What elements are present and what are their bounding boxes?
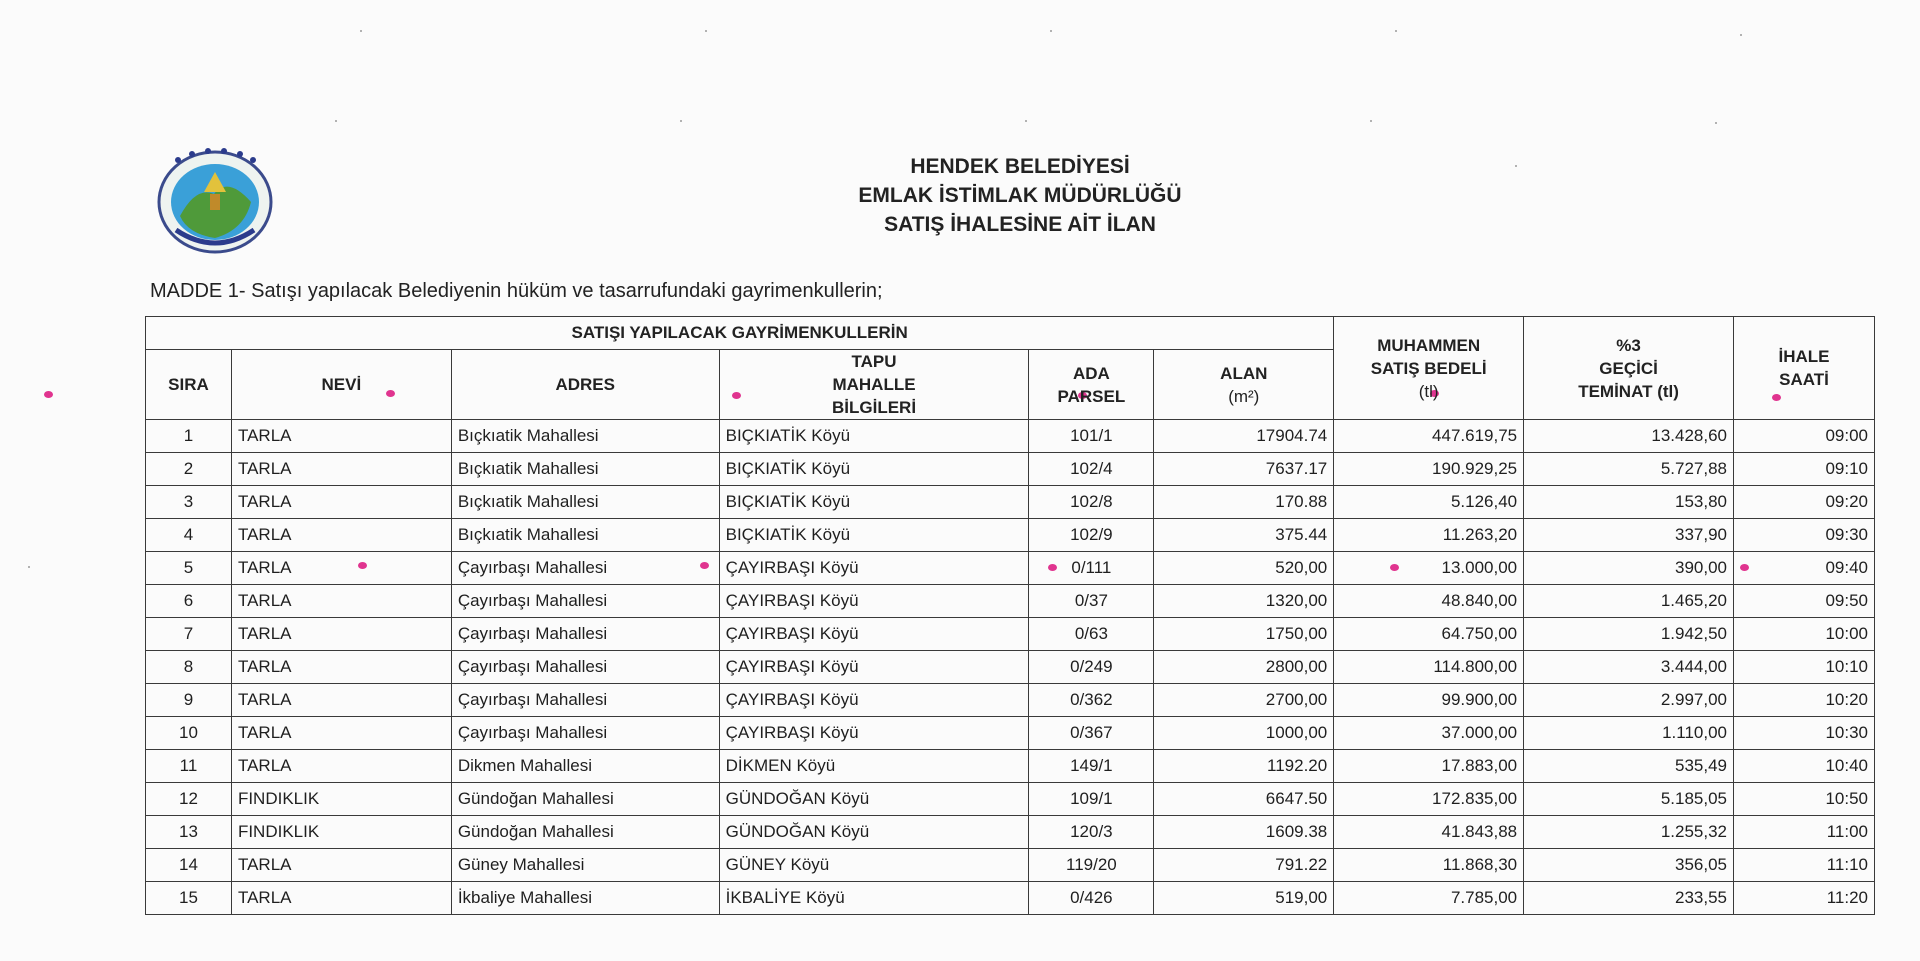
col-alan: ALAN (m²) bbox=[1154, 350, 1334, 420]
cell-nevi: TARLA bbox=[231, 882, 451, 915]
cell-alan: 791.22 bbox=[1154, 849, 1334, 882]
cell-nevi: TARLA bbox=[231, 684, 451, 717]
cell-nevi: TARLA bbox=[231, 552, 451, 585]
cell-adres: Dikmen Mahallesi bbox=[451, 750, 719, 783]
col-teminat: %3 GEÇİCİ TEMİNAT (tl) bbox=[1524, 317, 1734, 420]
table-row bbox=[146, 552, 1875, 585]
cell-ada-parsel: 0/63 bbox=[1029, 618, 1154, 651]
cell-adres: Çayırbaşı Mahallesi bbox=[451, 618, 719, 651]
cell-tapu: ÇAYIRBAŞI Köyü bbox=[719, 585, 1029, 618]
cell-ada-parsel: 0/249 bbox=[1029, 651, 1154, 684]
municipality-logo bbox=[156, 146, 274, 254]
table-row bbox=[146, 618, 1875, 651]
col-muhammen: MUHAMMEN SATIŞ BEDELİ (tl) bbox=[1334, 317, 1524, 420]
scan-speck bbox=[1515, 165, 1517, 167]
cell-sira: 14 bbox=[146, 849, 232, 882]
cell-alan: 1192.20 bbox=[1154, 750, 1334, 783]
cell-saat: 11:20 bbox=[1734, 882, 1875, 915]
cell-sira: 6 bbox=[146, 585, 232, 618]
cell-bedel: 41.843,88 bbox=[1334, 816, 1524, 849]
cell-alan: 1320,00 bbox=[1154, 585, 1334, 618]
cell-bedel: 190.929,25 bbox=[1334, 453, 1524, 486]
cell-saat: 10:00 bbox=[1734, 618, 1875, 651]
cell-saat: 09:50 bbox=[1734, 585, 1875, 618]
cell-ada-parsel: 0/111 bbox=[1029, 552, 1154, 585]
cell-sira: 10 bbox=[146, 717, 232, 750]
cell-saat: 11:00 bbox=[1734, 816, 1875, 849]
cell-sira: 13 bbox=[146, 816, 232, 849]
cell-nevi: FINDIKLIK bbox=[231, 816, 451, 849]
cell-saat: 09:40 bbox=[1734, 552, 1875, 585]
cell-adres: Güney Mahallesi bbox=[451, 849, 719, 882]
scan-speck bbox=[680, 120, 682, 122]
table-row bbox=[146, 882, 1875, 915]
cell-alan: 519,00 bbox=[1154, 882, 1334, 915]
table-row bbox=[146, 585, 1875, 618]
cell-ada-parsel: 101/1 bbox=[1029, 420, 1154, 453]
cell-bedel: 7.785,00 bbox=[1334, 882, 1524, 915]
cell-saat: 10:40 bbox=[1734, 750, 1875, 783]
cell-ada-parsel: 0/367 bbox=[1029, 717, 1154, 750]
scan-speck bbox=[1395, 30, 1397, 32]
cell-bedel: 11.868,30 bbox=[1334, 849, 1524, 882]
col-nevi: NEVİ bbox=[231, 350, 451, 420]
scan-speck bbox=[28, 566, 30, 568]
cell-saat: 10:10 bbox=[1734, 651, 1875, 684]
table-row bbox=[146, 651, 1875, 684]
cell-teminat: 13.428,60 bbox=[1524, 420, 1734, 453]
cell-nevi: TARLA bbox=[231, 486, 451, 519]
cell-ada-parsel: 0/37 bbox=[1029, 585, 1154, 618]
cell-ada-parsel: 120/3 bbox=[1029, 816, 1154, 849]
scan-speck bbox=[1050, 30, 1052, 32]
cell-nevi: TARLA bbox=[231, 585, 451, 618]
table-row bbox=[146, 750, 1875, 783]
intro-text: MADDE 1- Satışı yapılacak Belediyenin hüküm ve tasarrufundaki gayrimenkullerin; bbox=[150, 280, 883, 302]
col-adres: ADRES bbox=[451, 350, 719, 420]
cell-teminat: 1.465,20 bbox=[1524, 585, 1734, 618]
cell-teminat: 356,05 bbox=[1524, 849, 1734, 882]
cell-teminat: 2.997,00 bbox=[1524, 684, 1734, 717]
cell-bedel: 17.883,00 bbox=[1334, 750, 1524, 783]
col-ihale-saati: İHALE SAATİ bbox=[1734, 317, 1875, 420]
cell-tapu: BIÇKIATİK Köyü bbox=[719, 420, 1029, 453]
cell-alan: 17904.74 bbox=[1154, 420, 1334, 453]
scan-speck bbox=[1740, 34, 1742, 36]
cell-ada-parsel: 119/20 bbox=[1029, 849, 1154, 882]
cell-sira: 8 bbox=[146, 651, 232, 684]
cell-bedel: 447.619,75 bbox=[1334, 420, 1524, 453]
cell-alan: 2800,00 bbox=[1154, 651, 1334, 684]
cell-teminat: 1.110,00 bbox=[1524, 717, 1734, 750]
table-row bbox=[146, 717, 1875, 750]
cell-bedel: 172.835,00 bbox=[1334, 783, 1524, 816]
cell-sira: 11 bbox=[146, 750, 232, 783]
cell-ada-parsel: 0/362 bbox=[1029, 684, 1154, 717]
table-row bbox=[146, 519, 1875, 552]
cell-ada-parsel: 149/1 bbox=[1029, 750, 1154, 783]
cell-nevi: FINDIKLIK bbox=[231, 783, 451, 816]
cell-tapu: DİKMEN Köyü bbox=[719, 750, 1029, 783]
cell-sira: 3 bbox=[146, 486, 232, 519]
cell-nevi: TARLA bbox=[231, 750, 451, 783]
table-row bbox=[146, 816, 1875, 849]
cell-bedel: 37.000,00 bbox=[1334, 717, 1524, 750]
cell-tapu: ÇAYIRBAŞI Köyü bbox=[719, 684, 1029, 717]
cell-adres: İkbaliye Mahallesi bbox=[451, 882, 719, 915]
cell-tapu: BIÇKIATİK Köyü bbox=[719, 453, 1029, 486]
table-row bbox=[146, 783, 1875, 816]
cell-ada-parsel: 102/4 bbox=[1029, 453, 1154, 486]
cell-nevi: TARLA bbox=[231, 453, 451, 486]
cell-teminat: 1.942,50 bbox=[1524, 618, 1734, 651]
cell-tapu: İKBALİYE Köyü bbox=[719, 882, 1029, 915]
cell-sira: 7 bbox=[146, 618, 232, 651]
cell-saat: 11:10 bbox=[1734, 849, 1875, 882]
cell-sira: 12 bbox=[146, 783, 232, 816]
cell-saat: 09:10 bbox=[1734, 453, 1875, 486]
cell-nevi: TARLA bbox=[231, 651, 451, 684]
cell-tapu: ÇAYIRBAŞI Köyü bbox=[719, 618, 1029, 651]
cell-saat: 09:00 bbox=[1734, 420, 1875, 453]
cell-sira: 4 bbox=[146, 519, 232, 552]
cell-sira: 9 bbox=[146, 684, 232, 717]
cell-adres: Çayırbaşı Mahallesi bbox=[451, 651, 719, 684]
cell-ada-parsel: 102/9 bbox=[1029, 519, 1154, 552]
document-header bbox=[760, 152, 1280, 239]
cell-teminat: 390,00 bbox=[1524, 552, 1734, 585]
header-line-2: EMLAK İSTİMLAK MÜDÜRLÜĞÜ bbox=[858, 184, 1182, 207]
cell-alan: 375.44 bbox=[1154, 519, 1334, 552]
cell-adres: Çayırbaşı Mahallesi bbox=[451, 717, 719, 750]
cell-adres: Bıçkıatik Mahallesi bbox=[451, 519, 719, 552]
cell-ada-parsel: 102/8 bbox=[1029, 486, 1154, 519]
cell-bedel: 11.263,20 bbox=[1334, 519, 1524, 552]
cell-nevi: TARLA bbox=[231, 717, 451, 750]
scan-speck bbox=[1370, 120, 1372, 122]
cell-tapu: BIÇKIATİK Köyü bbox=[719, 519, 1029, 552]
cell-ada-parsel: 109/1 bbox=[1029, 783, 1154, 816]
cell-tapu: GÜNDOĞAN Köyü bbox=[719, 816, 1029, 849]
table-row bbox=[146, 420, 1875, 453]
cell-tapu: BIÇKIATİK Köyü bbox=[719, 486, 1029, 519]
cell-sira: 1 bbox=[146, 420, 232, 453]
header-line-3: SATIŞ İHALESİNE AİT İLAN bbox=[884, 213, 1156, 236]
cell-alan: 1609.38 bbox=[1154, 816, 1334, 849]
scan-speck bbox=[360, 30, 362, 32]
header-line-1: HENDEK BELEDİYESİ bbox=[910, 155, 1130, 178]
cell-saat: 09:30 bbox=[1734, 519, 1875, 552]
cell-adres: Gündoğan Mahallesi bbox=[451, 783, 719, 816]
cell-teminat: 3.444,00 bbox=[1524, 651, 1734, 684]
cell-adres: Gündoğan Mahallesi bbox=[451, 816, 719, 849]
cell-bedel: 99.900,00 bbox=[1334, 684, 1524, 717]
cell-teminat: 233,55 bbox=[1524, 882, 1734, 915]
cell-bedel: 64.750,00 bbox=[1334, 618, 1524, 651]
cell-teminat: 5.185,05 bbox=[1524, 783, 1734, 816]
group-header: SATIŞI YAPILACAK GAYRİMENKULLERİN bbox=[146, 317, 1334, 350]
cell-saat: 10:30 bbox=[1734, 717, 1875, 750]
cell-tapu: GÜNEY Köyü bbox=[719, 849, 1029, 882]
table-row bbox=[146, 453, 1875, 486]
cell-nevi: TARLA bbox=[231, 618, 451, 651]
scan-speck bbox=[705, 30, 707, 32]
cell-sira: 5 bbox=[146, 552, 232, 585]
cell-alan: 1750,00 bbox=[1154, 618, 1334, 651]
cell-tapu: ÇAYIRBAŞI Köyü bbox=[719, 651, 1029, 684]
cell-teminat: 337,90 bbox=[1524, 519, 1734, 552]
cell-tapu: ÇAYIRBAŞI Köyü bbox=[719, 717, 1029, 750]
cell-saat: 09:20 bbox=[1734, 486, 1875, 519]
cell-bedel: 114.800,00 bbox=[1334, 651, 1524, 684]
scan-speck bbox=[335, 120, 337, 122]
cell-alan: 7637.17 bbox=[1154, 453, 1334, 486]
col-ada-parsel: ADA PARSEL bbox=[1029, 350, 1154, 420]
cell-alan: 520,00 bbox=[1154, 552, 1334, 585]
cell-nevi: TARLA bbox=[231, 519, 451, 552]
cell-ada-parsel: 0/426 bbox=[1029, 882, 1154, 915]
cell-adres: Bıçkıatik Mahallesi bbox=[451, 453, 719, 486]
scan-speck bbox=[1715, 122, 1717, 124]
cell-nevi: TARLA bbox=[231, 849, 451, 882]
cell-bedel: 5.126,40 bbox=[1334, 486, 1524, 519]
cell-nevi: TARLA bbox=[231, 420, 451, 453]
table-row bbox=[146, 486, 1875, 519]
property-table bbox=[145, 316, 1875, 915]
cell-alan: 170.88 bbox=[1154, 486, 1334, 519]
pink-mark bbox=[44, 391, 53, 398]
cell-adres: Bıçkıatik Mahallesi bbox=[451, 420, 719, 453]
table-row bbox=[146, 849, 1875, 882]
table-row bbox=[146, 684, 1875, 717]
cell-bedel: 13.000,00 bbox=[1334, 552, 1524, 585]
cell-teminat: 153,80 bbox=[1524, 486, 1734, 519]
cell-teminat: 535,49 bbox=[1524, 750, 1734, 783]
col-tapu: TAPU MAHALLE BİLGİLERİ bbox=[719, 350, 1029, 420]
cell-tapu: ÇAYIRBAŞI Köyü bbox=[719, 552, 1029, 585]
cell-alan: 2700,00 bbox=[1154, 684, 1334, 717]
cell-adres: Çayırbaşı Mahallesi bbox=[451, 585, 719, 618]
cell-adres: Çayırbaşı Mahallesi bbox=[451, 684, 719, 717]
cell-bedel: 48.840,00 bbox=[1334, 585, 1524, 618]
cell-saat: 10:20 bbox=[1734, 684, 1875, 717]
cell-tapu: GÜNDOĞAN Köyü bbox=[719, 783, 1029, 816]
cell-sira: 2 bbox=[146, 453, 232, 486]
cell-saat: 10:50 bbox=[1734, 783, 1875, 816]
cell-alan: 1000,00 bbox=[1154, 717, 1334, 750]
cell-alan: 6647.50 bbox=[1154, 783, 1334, 816]
scan-speck bbox=[1025, 120, 1027, 122]
table-body bbox=[146, 420, 1875, 915]
cell-adres: Bıçkıatik Mahallesi bbox=[451, 486, 719, 519]
cell-sira: 15 bbox=[146, 882, 232, 915]
cell-adres: Çayırbaşı Mahallesi bbox=[451, 552, 719, 585]
col-sira: SIRA bbox=[146, 350, 232, 420]
cell-teminat: 1.255,32 bbox=[1524, 816, 1734, 849]
cell-teminat: 5.727,88 bbox=[1524, 453, 1734, 486]
